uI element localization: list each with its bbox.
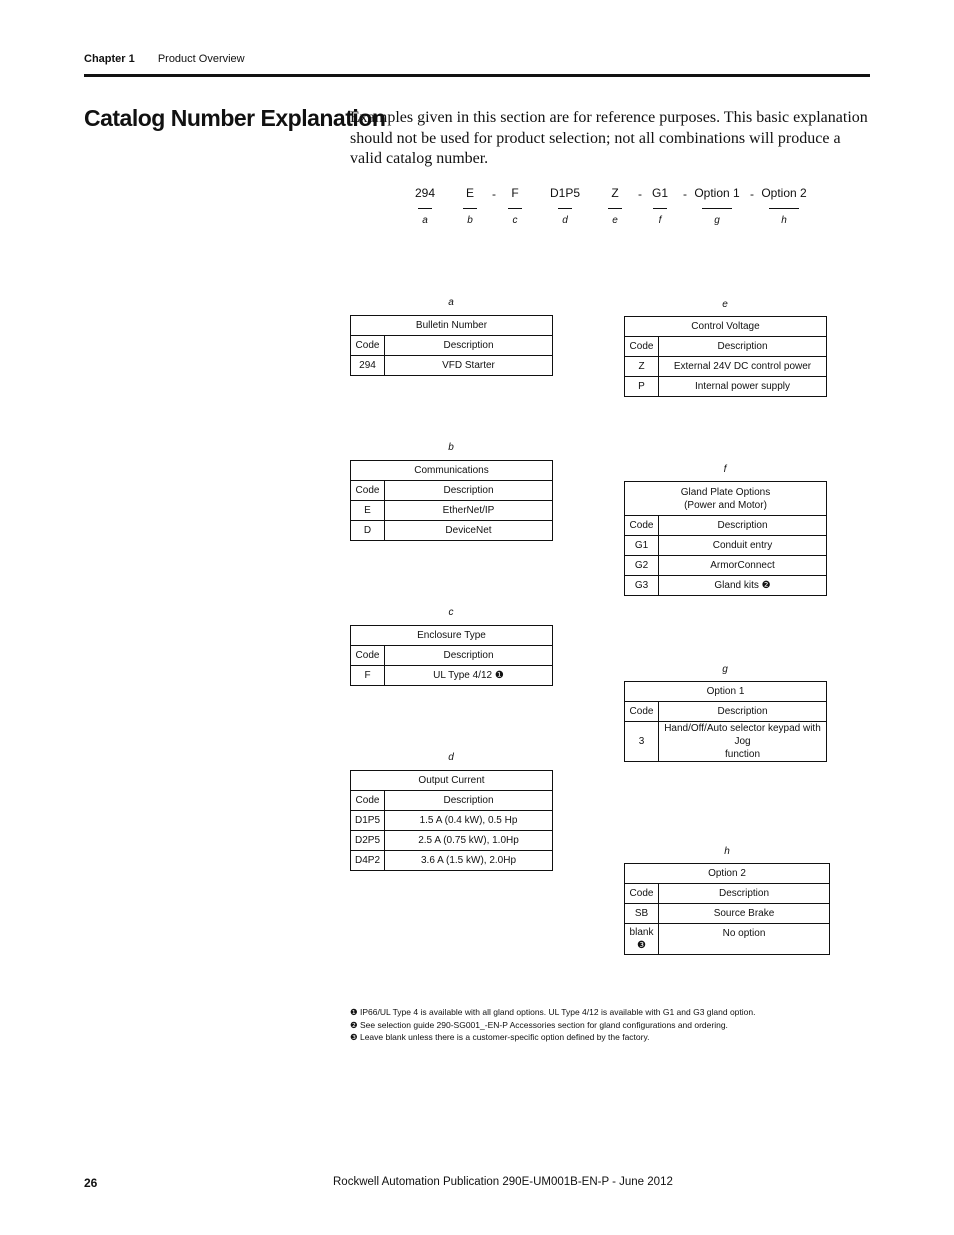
table-row [625,924,830,955]
table-row [351,811,553,831]
description-header: Description [659,516,827,536]
catalog-letter: e [612,215,618,226]
description-header: Description [659,337,827,357]
table-row [625,722,827,762]
code-cell [625,924,659,955]
code-cell: Z [625,357,659,377]
control-voltage-table [624,316,827,397]
gland-plate-options-table [624,481,827,596]
description-cell: External 24V DC control power [659,357,827,377]
chapter-label: Chapter 1 [84,53,135,65]
bulletin-number-table [350,315,553,376]
description-cell: Source Brake [659,904,830,924]
code-cell: D [351,521,385,541]
separator: - [683,187,687,201]
code-header: Code [625,516,659,536]
catalog-value: D1P5 [549,186,581,200]
catalog-value: 294 [414,186,436,200]
table-title [625,482,827,516]
code-cell: D2P5 [351,831,385,851]
table-letter-f: f [723,464,727,475]
code-line: blank [629,927,654,938]
underline [769,208,799,209]
underline [653,208,667,209]
code-line: ❸ [637,940,646,951]
code-cell: SB [625,904,659,924]
code-header: Code [625,884,659,904]
catalog-value: Z [611,186,619,200]
output-current-table [350,770,553,871]
description-cell: No option [659,924,830,955]
catalog-value: F [511,186,519,200]
description-cell: 1.5 A (0.4 kW), 0.5 Hp [385,811,553,831]
option-1-table [624,681,827,762]
code-header: Code [351,481,385,501]
catalog-letter: c [512,215,518,226]
table-title: Option 2 [625,864,830,884]
description-header: Description [659,884,830,904]
table-letter-b: b [448,442,454,453]
header-rule [84,74,870,77]
table-row [351,831,553,851]
table-title: Output Current [351,771,553,791]
separator: - [638,187,642,201]
catalog-value: E [465,186,474,200]
table-title-line: Gland Plate Options [680,486,771,498]
description-cell: UL Type 4/12 ❶ [385,666,553,686]
description-cell: Gland kits ❷ [659,576,827,596]
table-letter-g: g [722,664,728,675]
enclosure-type-table [350,625,553,686]
description-cell: Conduit entry [659,536,827,556]
underline [702,208,732,209]
separator: - [492,187,496,201]
catalog-value: Option 1 [694,186,740,200]
code-cell: G2 [625,556,659,576]
table-letter-h: h [724,846,730,857]
footnote-2: ❷ See selection guide 290-SG001_-EN-P Accessories section for gland configurations and ordering. [350,1019,728,1030]
catalog-letter: g [714,215,720,226]
table-row [625,377,827,397]
table-letter-a: a [448,297,454,308]
table-row [351,356,553,376]
table-row [625,576,827,596]
underline [508,208,522,209]
table-title-line: (Power and Motor) [684,499,767,511]
code-cell: F [351,666,385,686]
description-header: Description [385,646,553,666]
underline [418,208,432,209]
table-row [625,536,827,556]
page-number: 26 [84,1176,98,1190]
code-cell: P [625,377,659,397]
option-2-table [624,863,830,955]
code-header: Code [625,702,659,722]
code-cell: 3 [625,722,659,762]
code-cell: G1 [625,536,659,556]
catalog-part-d [545,186,585,226]
table-title: Communications [351,461,553,481]
description-header: Description [385,336,553,356]
code-cell: 294 [351,356,385,376]
table-letter-e: e [722,299,728,310]
table-letter-c: c [448,607,454,618]
section-label: Product Overview [157,53,245,65]
catalog-letter: d [562,215,568,226]
description-cell: ArmorConnect [659,556,827,576]
table-letter-d: d [448,752,454,763]
table-row [351,666,553,686]
catalog-letter: a [422,215,428,226]
description-header: Description [659,702,827,722]
catalog-part-b [460,186,480,226]
table-row [625,357,827,377]
description-cell: EtherNet/IP [385,501,553,521]
table-row [625,904,830,924]
catalog-part-e [605,186,625,226]
table-row [351,521,553,541]
publication-info: Rockwell Automation Publication 290E-UM001B-EN-P - June 2012 [333,1176,673,1188]
description-header: Description [385,481,553,501]
table-row [351,851,553,871]
description-cell: VFD Starter [385,356,553,376]
separator: - [750,187,754,201]
footnote-1: ❶ IP66/UL Type 4 is available with all gland options. UL Type 4/12 is available with G1 and G3 gland option. [350,1007,756,1017]
description-line: Hand/Off/Auto selector keypad with Jog [664,723,821,747]
catalog-part-h [760,186,808,226]
code-header: Code [625,337,659,357]
underline [558,208,572,209]
table-row [625,556,827,576]
table-title: Control Voltage [625,317,827,337]
running-header [84,53,245,65]
footnote-3: ❸ Leave blank unless there is a customer-specific option defined by the factory. [350,1032,650,1042]
catalog-value: Option 2 [761,186,807,200]
description-cell: DeviceNet [385,521,553,541]
description-cell [659,722,827,762]
catalog-part-a [410,186,440,226]
catalog-letter: b [467,215,473,226]
code-cell: D4P2 [351,851,385,871]
table-row [351,501,553,521]
underline [463,208,477,209]
table-title: Enclosure Type [351,626,553,646]
code-header: Code [351,646,385,666]
table-title: Option 1 [625,682,827,702]
description-cell: 2.5 A (0.75 kW), 1.0Hp [385,831,553,851]
code-header: Code [351,336,385,356]
code-header: Code [351,791,385,811]
underline [608,208,622,209]
communications-table [350,460,553,541]
code-cell: D1P5 [351,811,385,831]
catalog-part-g [693,186,741,226]
table-title: Bulletin Number [351,316,553,336]
catalog-value: G1 [651,186,668,200]
catalog-part-f [648,186,672,226]
catalog-part-c [505,186,525,226]
description-cell: Internal power supply [659,377,827,397]
intro-paragraph: Examples given in this section are for reference purposes. This basic explanation should not be used for product selection; not all combinations will produce a valid catalog number. [350,109,868,167]
footnotes [350,1006,755,1044]
description-cell: 3.6 A (1.5 kW), 2.0Hp [385,851,553,871]
code-cell: G3 [625,576,659,596]
catalog-letter: h [781,215,787,226]
code-cell: E [351,501,385,521]
catalog-letter: f [658,215,662,226]
page-title: Catalog Number Explanation [84,105,386,131]
description-line: function [724,749,761,760]
description-header: Description [385,791,553,811]
